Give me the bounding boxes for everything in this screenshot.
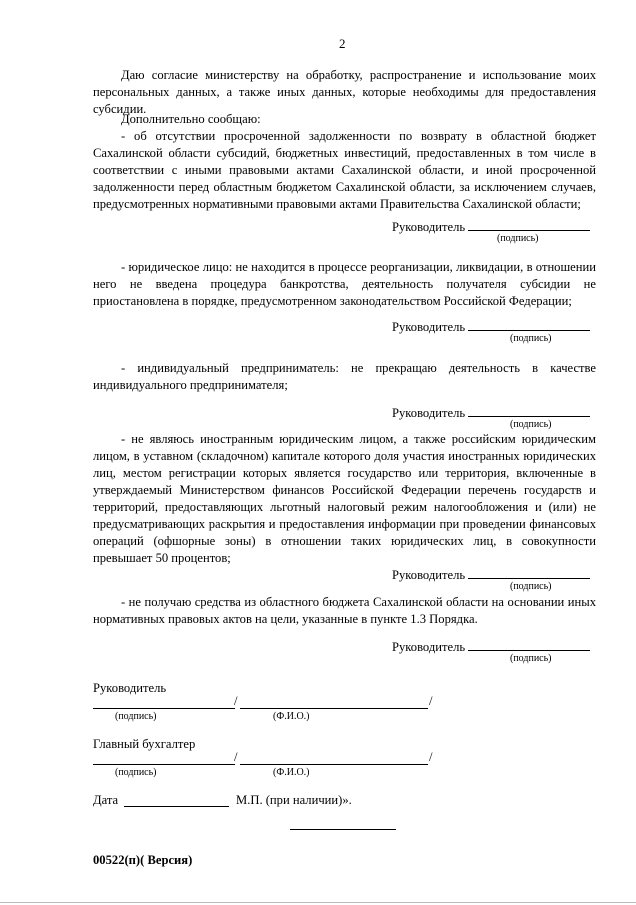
signature-block-2 bbox=[392, 318, 590, 335]
foreign-entity-paragraph: - не являюсь иностранным юридическим лицом, а также российским юридическим лицом, в уставном (складочном) капитале которого доля участия иностранных юридических лиц, местом регистрации которых является государство или территория, включенные в утверждаемый Министерством финансов Российской Федерации перечень государств и территорий, предоставляющих льготный налоговый режим налогообложения и (или) не предусматривающих раскрытия и предоставления информации при проведении финансовых операций (офшорные зоны) в отношении таких юридических лиц, в совокупности превышает 50 процентов; bbox=[93, 432, 596, 565]
signature-block-3 bbox=[392, 404, 590, 421]
head-fio-line[interactable] bbox=[240, 708, 428, 709]
no-funds-paragraph: - не получаю средства из областного бюджета Сахалинской области на основании иных нормативных правовых актов на цели, указанные в пункте 1.3 Порядка. bbox=[93, 595, 596, 626]
head-fio-caption: (Ф.И.О.) bbox=[273, 711, 310, 722]
head-signature-line[interactable] bbox=[93, 708, 235, 709]
accountant-sign-caption: (подпись) bbox=[115, 767, 157, 778]
signature-line[interactable] bbox=[468, 638, 590, 651]
signature-caption: (подпись) bbox=[510, 653, 552, 664]
head-sign-caption: (подпись) bbox=[115, 711, 157, 722]
document-code: 00522(п)( Версия) bbox=[93, 853, 193, 867]
date-label: Дата bbox=[93, 793, 119, 807]
page-number: 2 bbox=[339, 36, 346, 51]
accountant-fio-caption: (Ф.И.О.) bbox=[273, 767, 310, 778]
accountant-slash-end: / bbox=[429, 750, 433, 764]
signature-label: Руководитель bbox=[392, 406, 466, 420]
signature-caption: (подпись) bbox=[510, 581, 552, 592]
signature-label: Руководитель bbox=[392, 220, 466, 234]
signature-label: Руководитель bbox=[392, 568, 466, 582]
signature-block-1 bbox=[392, 218, 590, 235]
head-slash: / bbox=[234, 694, 238, 708]
consent-paragraph: Даю согласие министерству на обработку, распространение и использование моих персональных данных, а также иных данных, которые необходимы для предоставления субсидии. bbox=[93, 68, 596, 116]
scan-edge bbox=[0, 902, 636, 903]
head-slash-end: / bbox=[429, 694, 433, 708]
intro-paragraph: Дополнительно сообщаю: bbox=[121, 112, 261, 126]
signature-line[interactable] bbox=[468, 318, 590, 331]
signature-line[interactable] bbox=[468, 404, 590, 417]
entrepreneur-paragraph: - индивидуальный предприниматель: не прекращаю деятельность в качестве индивидуального предпринимателя; bbox=[93, 361, 596, 392]
legal-entity-paragraph: - юридическое лицо: не находится в процессе реорганизации, ликвидации, в отношении него не введена процедура банкротства, деятельность получателя субсидии не приостановлена в порядке, предусмотренном законодательством Российской Федерации; bbox=[93, 260, 596, 308]
head-label: Руководитель bbox=[93, 681, 167, 695]
signature-caption: (подпись) bbox=[510, 419, 552, 430]
signature-label: Руководитель bbox=[392, 640, 466, 654]
signature-block-4 bbox=[392, 566, 590, 583]
signature-block-5 bbox=[392, 638, 590, 655]
accountant-signature-line[interactable] bbox=[93, 764, 235, 765]
debt-paragraph: - об отсутствии просроченной задолженности по возврату в областной бюджет Сахалинской области субсидий, бюджетных инвестиций, предоставленных в том числе в соответствии с иными правовыми актами Сахалинской области, и иной просроченной задолженности перед областным бюджетом Сахалинской области, за исключением случаев, предусмотренных нормативными правовыми актами Правительства Сахалинской области; bbox=[93, 129, 596, 211]
accountant-fio-line[interactable] bbox=[240, 764, 428, 765]
accountant-label: Главный бухгалтер bbox=[93, 737, 196, 751]
signature-label: Руководитель bbox=[392, 320, 466, 334]
stamp-label: М.П. (при наличии)». bbox=[236, 793, 352, 807]
signature-line[interactable] bbox=[468, 566, 590, 579]
end-rule bbox=[290, 829, 396, 830]
date-line[interactable] bbox=[124, 806, 229, 807]
signature-caption: (подпись) bbox=[510, 333, 552, 344]
signature-line[interactable] bbox=[468, 218, 590, 231]
accountant-slash: / bbox=[234, 750, 238, 764]
signature-caption: (подпись) bbox=[497, 233, 539, 244]
